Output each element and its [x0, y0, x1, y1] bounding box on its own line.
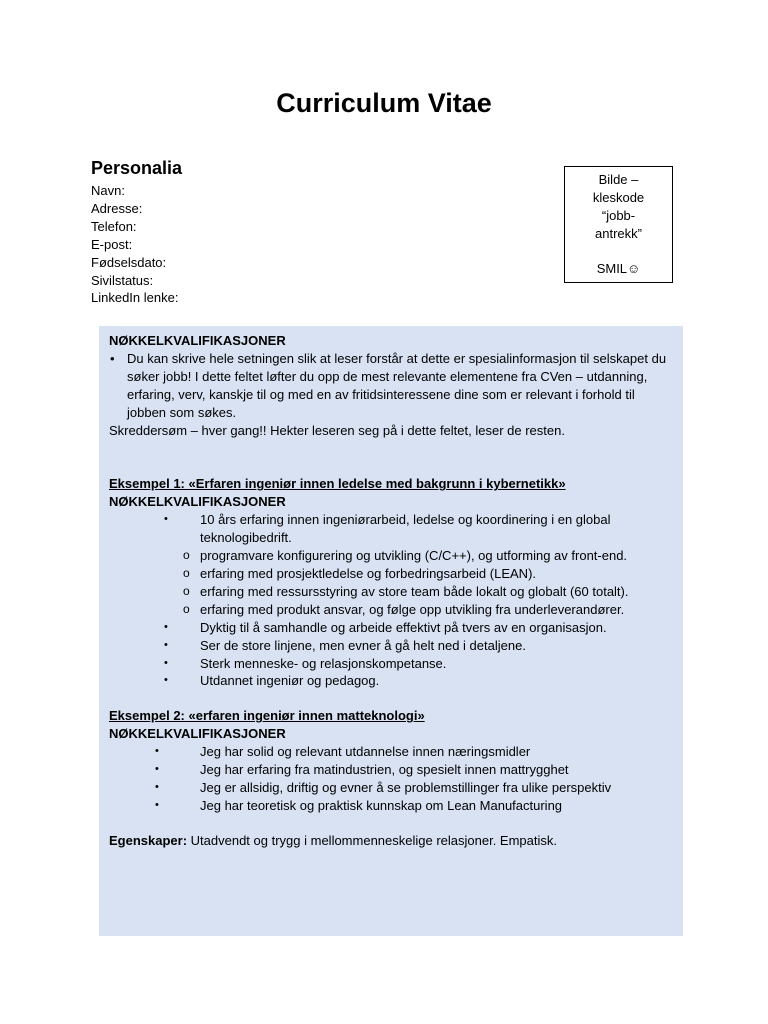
list-item: o erfaring med produkt ansvar, og følge opp utvikling fra underleverandører. — [109, 601, 673, 619]
example1-list — [109, 619, 673, 691]
photo-line: antrekk” — [595, 226, 642, 241]
photo-line: kleskode — [592, 190, 645, 205]
intro-continuation: Skreddersøm – hver gang!! Hekter leseren seg på i dette feltet, leser de resten. — [109, 422, 565, 438]
list-item: • Dyktig til å samhandle og arbeide effektivt på tvers av en organisasjon. — [109, 619, 673, 637]
photo-line: “jobb- — [601, 208, 636, 223]
field-epost: E-post: — [91, 236, 133, 252]
egenskaper-label: Egenskaper: — [109, 832, 188, 848]
field-navn: Navn: — [91, 183, 125, 198]
list-item: • Jeg har teoretisk og praktisk kunnskap om Lean Manufacturing — [109, 797, 673, 815]
list-item: • Ser de store linjene, men evner å gå helt ned i detaljene. — [109, 637, 673, 655]
list-item: • Sterk menneske- og relasjonskompetanse. — [109, 655, 673, 673]
key-qualifications-box — [99, 326, 683, 936]
list-item: o programvare konfigurering og utvikling (C/C++), og utforming av front-end. — [109, 547, 673, 565]
example1-top-list — [109, 511, 673, 547]
field-sivilstatus: Sivilstatus: — [91, 272, 154, 288]
egenskaper-line — [109, 832, 673, 850]
photo-placeholder-box — [564, 166, 673, 283]
personalia-heading: Personalia — [91, 158, 183, 178]
photo-line: Bilde – — [598, 172, 639, 187]
intro-list — [109, 350, 673, 422]
example2-heading: NØKKELKVALIFIKASJONER — [109, 726, 286, 742]
list-item: • Jeg har solid og relevant utdannelse innen næringsmidler — [109, 743, 673, 761]
example1-sub-list — [109, 547, 673, 619]
example1-heading: NØKKELKVALIFIKASJONER — [109, 494, 286, 510]
intro-bullet: • Du kan skrive hele setningen slik at leser forstår at dette er spesialinformasjon til selskapet du søker jobb! I dette feltet løfter du opp de mest relevante elementene fra CVen – utdanning, erfaring, verv, kanskje til og med en av fritidsinteressene dine som er relevant i forhold til jobben som søkes. — [109, 350, 673, 422]
list-item: • 10 års erfaring innen ingeniørarbeid, ledelse og koordinering i en global teknologibedrift. — [109, 511, 673, 547]
example2-list — [109, 743, 673, 815]
key-box-heading: NØKKELKVALIFIKASJONER — [109, 333, 286, 348]
example1-title: Eksempel 1: «Erfaren ingeniør innen ledelse med bakgrunn i kybernetikk» — [109, 476, 566, 492]
list-item: • Utdannet ingeniør og pedagog. — [109, 672, 673, 690]
field-fodselsdato: Fødselsdato: — [91, 254, 167, 270]
list-item: • Jeg er allsidig, driftig og evner å se problemstillinger fra ulike perspektiv — [109, 779, 673, 797]
example2-title: Eksempel 2: «erfaren ingeniør innen matteknologi» — [109, 708, 425, 724]
list-item: o erfaring med ressursstyring av store team både lokalt og globalt (60 totalt). — [109, 583, 673, 601]
document-title: Curriculum Vitae — [276, 88, 492, 118]
field-telefon: Telefon: — [91, 218, 137, 234]
list-item: o erfaring med prosjektledelse og forbedringsarbeid (LEAN). — [109, 565, 673, 583]
field-adresse: Adresse: — [91, 200, 143, 216]
personalia-fields — [91, 182, 178, 307]
smil-text: SMIL☺ — [596, 261, 641, 276]
egenskaper-text: Utadvendt og trygg i mellommenneskelige relasjoner. Empatisk. — [187, 832, 558, 848]
list-item: • Jeg har erfaring fra matindustrien, og spesielt innen mattrygghet — [109, 761, 673, 779]
field-linkedin: LinkedIn lenke: — [91, 290, 179, 306]
